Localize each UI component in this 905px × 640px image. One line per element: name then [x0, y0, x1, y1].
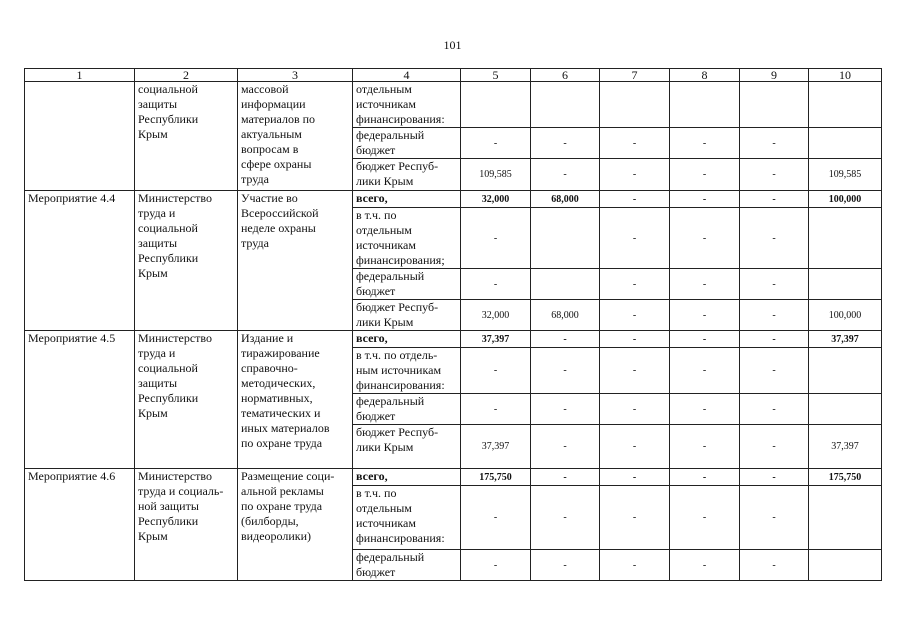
value-cell: - — [670, 331, 740, 348]
value-cell — [809, 208, 882, 269]
activity-description: Издание и тиражирование справочно- методических, нормативных, тематических и иных материалов по охране труда — [238, 331, 353, 469]
value-cell: 37,397 — [461, 331, 531, 348]
funding-source: в т.ч. по отдель- ным источникам финансирования: — [353, 348, 461, 394]
value-cell: - — [600, 191, 670, 208]
funding-source: федеральный бюджет — [353, 394, 461, 425]
funding-source: федеральный бюджет — [353, 550, 461, 581]
value-cell: - — [670, 550, 740, 581]
budget-table — [24, 68, 882, 581]
value-cell: 109,585 — [809, 159, 882, 191]
value-cell — [600, 82, 670, 128]
m46-row — [25, 469, 882, 486]
activity-name: Мероприятие 4.6 — [25, 469, 135, 581]
value-cell: - — [461, 486, 531, 550]
responsible-executor: социальной защиты Республики Крым — [135, 82, 238, 191]
funding-source: отдельным источникам финансирования: — [353, 82, 461, 128]
value-cell: - — [670, 486, 740, 550]
value-cell: - — [531, 331, 600, 348]
column-header: 5 — [461, 69, 531, 82]
m45-row — [25, 331, 882, 348]
column-header: 7 — [600, 69, 670, 82]
activity-name — [25, 82, 135, 191]
header-row — [25, 69, 882, 82]
column-header: 8 — [670, 69, 740, 82]
value-cell: - — [600, 486, 670, 550]
value-cell: - — [670, 394, 740, 425]
value-cell: - — [740, 425, 809, 469]
value-cell: - — [531, 425, 600, 469]
value-cell: 32,000 — [461, 300, 531, 331]
value-cell — [809, 128, 882, 159]
funding-source: бюджет Респуб- лики Крым — [353, 159, 461, 191]
value-cell: 37,397 — [809, 331, 882, 348]
value-cell: - — [670, 128, 740, 159]
value-cell: 68,000 — [531, 191, 600, 208]
value-cell: - — [600, 331, 670, 348]
value-cell: - — [461, 128, 531, 159]
column-header: 1 — [25, 69, 135, 82]
value-cell: - — [461, 208, 531, 269]
funding-source: в т.ч. по отдельным источникам финансирования; — [353, 208, 461, 269]
column-header: 6 — [531, 69, 600, 82]
value-cell: 37,397 — [461, 425, 531, 469]
value-cell: - — [600, 208, 670, 269]
funding-source: всего, — [353, 469, 461, 486]
value-cell: - — [670, 469, 740, 486]
value-cell — [531, 208, 600, 269]
m44-row — [25, 191, 882, 208]
value-cell: - — [600, 348, 670, 394]
value-cell: - — [670, 191, 740, 208]
value-cell: 32,000 — [461, 191, 531, 208]
activity-description: массовой информации материалов по актуальным вопросам в сфере охраны труда — [238, 82, 353, 191]
responsible-executor: Министерство труда и социальной защиты Республики Крым — [135, 331, 238, 469]
value-cell — [809, 82, 882, 128]
funding-source: бюджет Респуб- лики Крым — [353, 425, 461, 469]
value-cell — [809, 486, 882, 550]
value-cell: - — [531, 348, 600, 394]
funding-source: в т.ч. по отдельным источникам финансирования: — [353, 486, 461, 550]
value-cell: - — [740, 159, 809, 191]
column-header: 2 — [135, 69, 238, 82]
funding-source: всего, — [353, 191, 461, 208]
value-cell: - — [600, 469, 670, 486]
value-cell: 100,000 — [809, 300, 882, 331]
value-cell: - — [600, 128, 670, 159]
activity-description: Участие во Всероссийской неделе охраны труда — [238, 191, 353, 331]
value-cell: - — [531, 486, 600, 550]
value-cell: 100,000 — [809, 191, 882, 208]
value-cell: - — [461, 550, 531, 581]
funding-source: федеральный бюджет — [353, 269, 461, 300]
value-cell: - — [600, 269, 670, 300]
value-cell: - — [740, 331, 809, 348]
value-cell: - — [531, 159, 600, 191]
cont-row — [25, 82, 882, 128]
value-cell — [531, 269, 600, 300]
value-cell: - — [461, 348, 531, 394]
value-cell: - — [461, 269, 531, 300]
funding-source: всего, — [353, 331, 461, 348]
activity-name: Мероприятие 4.4 — [25, 191, 135, 331]
value-cell: - — [531, 394, 600, 425]
value-cell — [809, 348, 882, 394]
value-cell: - — [740, 300, 809, 331]
value-cell: - — [740, 269, 809, 300]
value-cell — [461, 82, 531, 128]
value-cell: - — [670, 159, 740, 191]
activity-description: Размещение соци- альной рекламы по охране труда (билборды, видеоролики) — [238, 469, 353, 581]
funding-source: федеральный бюджет — [353, 128, 461, 159]
value-cell: 109,585 — [461, 159, 531, 191]
value-cell — [740, 82, 809, 128]
value-cell: - — [740, 191, 809, 208]
value-cell: - — [531, 550, 600, 581]
value-cell: 175,750 — [809, 469, 882, 486]
column-header: 4 — [353, 69, 461, 82]
value-cell: - — [740, 486, 809, 550]
value-cell: - — [600, 425, 670, 469]
responsible-executor: Министерство труда и социаль- ной защиты Республики Крым — [135, 469, 238, 581]
value-cell: - — [461, 394, 531, 425]
activity-name: Мероприятие 4.5 — [25, 331, 135, 469]
value-cell: 175,750 — [461, 469, 531, 486]
value-cell: 68,000 — [531, 300, 600, 331]
value-cell: 37,397 — [809, 425, 882, 469]
value-cell: - — [740, 348, 809, 394]
value-cell: - — [740, 469, 809, 486]
value-cell: - — [670, 300, 740, 331]
value-cell — [670, 82, 740, 128]
column-header: 3 — [238, 69, 353, 82]
value-cell: - — [670, 425, 740, 469]
value-cell — [809, 269, 882, 300]
value-cell — [809, 550, 882, 581]
value-cell: - — [740, 128, 809, 159]
value-cell — [809, 394, 882, 425]
value-cell — [531, 82, 600, 128]
value-cell: - — [670, 348, 740, 394]
value-cell: - — [531, 128, 600, 159]
column-header: 9 — [740, 69, 809, 82]
value-cell: - — [670, 269, 740, 300]
value-cell: - — [600, 394, 670, 425]
value-cell: - — [600, 300, 670, 331]
value-cell: - — [740, 394, 809, 425]
responsible-executor: Министерство труда и социальной защиты Республики Крым — [135, 191, 238, 331]
funding-source: бюджет Респуб- лики Крым — [353, 300, 461, 331]
page-number: 101 — [443, 38, 462, 52]
column-header: 10 — [809, 69, 882, 82]
value-cell: - — [600, 550, 670, 581]
value-cell: - — [740, 208, 809, 269]
value-cell: - — [531, 469, 600, 486]
value-cell: - — [740, 550, 809, 581]
value-cell: - — [600, 159, 670, 191]
value-cell: - — [670, 208, 740, 269]
